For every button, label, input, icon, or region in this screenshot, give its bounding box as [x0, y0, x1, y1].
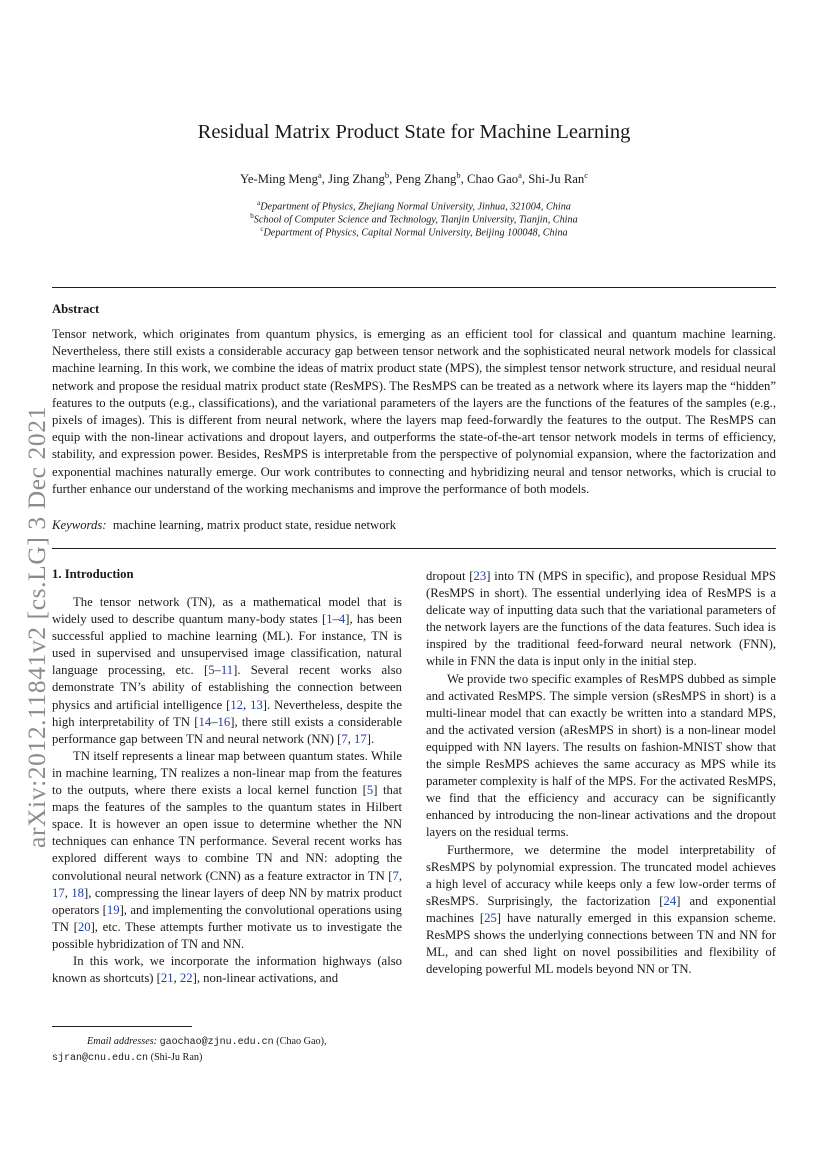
paragraph-text: ]. Several recent works also demonstrate TN’s ability of establishing the connection between physics and artificial intelligence [ [52, 663, 402, 712]
citation-link[interactable]: 23 [473, 569, 487, 583]
citation-link[interactable]: 25 [484, 910, 497, 925]
paragraph-text: – [332, 612, 339, 627]
paragraph-text: ] and exponential machines [ [426, 893, 777, 925]
paragraph-text: TN itself represents a linear map between quantum states. While in machine learning, TN realizes a non-linear map from the features to the outputs, where there exists a local kernel function [ [52, 748, 402, 798]
author-name: Shi-Ju Ran [528, 172, 585, 187]
paragraph-text: ], etc. These attempts further motivate us to investigate the possible hybridization of TN and NN. [52, 919, 403, 951]
author-name: Chao Gao [467, 172, 519, 187]
affiliation: $^b$School of Computer Science and Technology, Tianjin University, Tianjin, China [250, 212, 578, 226]
citation-link[interactable]: 7 [392, 868, 399, 883]
paragraph-text: We provide two specific examples of ResMPS dubbed as simple and activated ResMPS. The simple version (sResMPS in short) is a multi-linear model that can exactly be written into a standard MPS, and the activated version (aResMPS in short) is a non-linear model equipped with NN layers. The results on fashion-MNIST show that the simple ResMPS achieves the same accuracy as MPS while its parameter complexity is half of the MPS. For the activated ResMPS, we find that the efficiency and accuracy can be significantly enhanced by introducing the non-linear activations and the dropout layers on the residual terms. [426, 671, 776, 840]
affiliation: $^c$Department of Physics, Capital Normal University, Beijing 100048, China [260, 225, 568, 239]
paragraph-text: ], compressing the linear layers of deep NN by matrix product operators [ [52, 885, 402, 917]
citation-link[interactable]: 19 [106, 902, 120, 917]
paragraph-text: The tensor network (TN), as a mathematical model that is widely used to describe quantum many-body states [ [52, 595, 402, 627]
citation-link[interactable]: 1 [326, 612, 333, 627]
keywords-label: Keywords: [52, 518, 107, 532]
paragraph-text: ] into TN (MPS in specific), and propose Residual MPS (ResMPS in short). The essential underlying idea of ResMPS is a delicate way of inputting data such that the variational parameters of the network layers are the functions of the data features. Such idea is inspired by the traditional feed-forward neural network (FNN), while in FNN the data is input only in the initial step. [426, 569, 776, 669]
divider [52, 287, 776, 288]
footnote: Email addresses: gaochao@zjnu.edu.cn (Chao Gao), sjran@cnu.edu.cn (Shi-Ju Ran) [52, 1036, 327, 1064]
author-name: Ye-Ming Meng [239, 172, 318, 187]
citation-link[interactable]: 5 [366, 783, 374, 798]
paragraph-text: ] have naturally emerged in this expansion scheme. ResMPS shows the underlying connections between TN and NN for ML, and can shed light on novel possibilities and flexibility of developing powerful ML models beyond NN or TN. [426, 910, 777, 977]
paragraph-text: Furthermore, we determine the model interpretability of sResMPS by polynomial expression. The truncated model achieves a high level of accuracy while keeps only a few low-order terms of sResMPS. Surprisingly, the factorization [ [426, 842, 776, 908]
citation-link[interactable]: 11 [220, 663, 234, 678]
paragraph-text: , [398, 868, 402, 883]
body-paragraph [52, 594, 402, 748]
author-list: Ye-Ming Meng$^a$, Jing Zhang$^b$, Peng Zhang$^b$, Chao Gao$^a$, Shi-Ju Ran$^c$ [239, 170, 589, 187]
body-paragraph [52, 748, 402, 953]
paper-title: Residual Matrix Product State for Machine Learning [197, 121, 631, 143]
affiliation: $^a$Department of Physics, Zhejiang Normal University, Jinhua, 321004, China [257, 199, 571, 213]
body-paragraph [426, 842, 776, 979]
paragraph-text: , [173, 971, 180, 986]
paragraph-text: , [243, 697, 251, 712]
paragraph-text: In this work, we incorporate the information highways (also known as shortcuts) [ [52, 953, 402, 986]
paragraph-text: ]. Nevertheless, despite the high interpretability of TN [ [52, 697, 402, 729]
paragraph-text: – [211, 714, 218, 729]
footnote-rule [52, 1026, 192, 1027]
paragraph-text: ], there still exists a considerable performance gap between TN and neural network (NN) [ [52, 714, 402, 746]
citation-link[interactable]: 4 [338, 612, 346, 627]
citation-link[interactable]: 22 [179, 971, 193, 986]
paragraph-text: ], non-linear activations, and [192, 971, 339, 986]
citation-link[interactable]: 7 [341, 731, 348, 746]
body-paragraph [52, 953, 402, 987]
email-link[interactable]: sjran@cnu.edu.cn [52, 1053, 149, 1064]
citation-link[interactable]: 12 [230, 697, 244, 712]
paragraph-text: , [347, 731, 355, 746]
citation-link[interactable]: 18 [71, 885, 84, 900]
paragraph-text: , [64, 885, 72, 900]
citation-link[interactable]: 13 [250, 697, 263, 712]
author-name: Jing Zhang [328, 172, 385, 187]
citation-link[interactable]: 16 [217, 714, 231, 729]
paragraph-text: ] that maps the features of the samples to the quantum states in Hilbert space. It is however an open issue to determine whether the NN techniques can enhance TN performance. Several recent works has explored different ways to combine TN and NN: adopting the convolutional neural network (CNN) as a feature extractor in TN [ [52, 783, 402, 883]
citation-link[interactable]: 21 [160, 971, 174, 986]
keywords [52, 518, 396, 533]
paragraph-text: dropout [ [426, 569, 474, 583]
paragraph-text: – [214, 663, 221, 678]
abstract-text: Tensor network, which originates from quantum physics, is emerging as an efficient tool for classical and quantum machine learning. Nevertheless, there still exists a considerable accuracy gap between tensor network and the sophisticated neural network models for classical machine learning. In this work, we combine the ideas of matrix product state (MPS), the simplest tensor network structure, and residual neural network and propose the residual matrix product state (ResMPS). The ResMPS can be treated as a network where its layers map the “hidden” features to the outputs (e.g., classifications), and the variational parameters of the layers are the functions of the features of the samples (e.g., pixels of images). This is different from neural network, where the layers map feed-forwardly the features to the output. The ResMPS can equip with the non-linear activations and dropout layers, and outperforms the state-of-the-art tensor network models in terms of efficiency, stability, and expression power. Besides, ResMPS is interpretable from the perspective of polynomial expansion, where the factorization and exponential machines naturally emerge. Our work contributes to connecting and hybridizing neural and tensor networks, which is crucial to further enhance our understand of the working mechanisms and improve the performance of both models. [52, 327, 776, 496]
citation-link[interactable]: 14 [198, 714, 212, 729]
body-paragraph [426, 671, 776, 842]
email-link[interactable]: gaochao@zjnu.edu.cn [159, 1037, 274, 1048]
footnote-label: Email addresses: [87, 1036, 158, 1047]
paragraph-text: ], and implementing the convolutional operations using TN [ [52, 902, 402, 934]
left-column [52, 594, 402, 987]
abstract-heading: Abstract [52, 302, 100, 316]
paragraph-text: ]. [366, 731, 375, 746]
citation-link[interactable]: 24 [663, 893, 677, 908]
right-column [426, 568, 776, 978]
citation-link[interactable]: 17 [354, 731, 367, 746]
arxiv-identifier: arXiv:2012.11841v2 [cs.LG] 3 Dec 2021 [22, 406, 51, 848]
citation-link[interactable]: 5 [208, 663, 215, 678]
paragraph-text: ], has been successful applied to machine learning (ML). For instance, TN is used in supervised and unsupervised image classification, natural language processing, etc. [ [52, 612, 402, 678]
keywords-list: machine learning, matrix product state, residue network [112, 518, 397, 532]
citation-link[interactable]: 20 [77, 919, 91, 934]
section-heading: 1. Introduction [52, 567, 134, 581]
body-paragraph [426, 568, 776, 671]
citation-link[interactable]: 17 [52, 885, 65, 900]
author-name: Peng Zhang [395, 172, 457, 187]
divider [52, 548, 776, 549]
